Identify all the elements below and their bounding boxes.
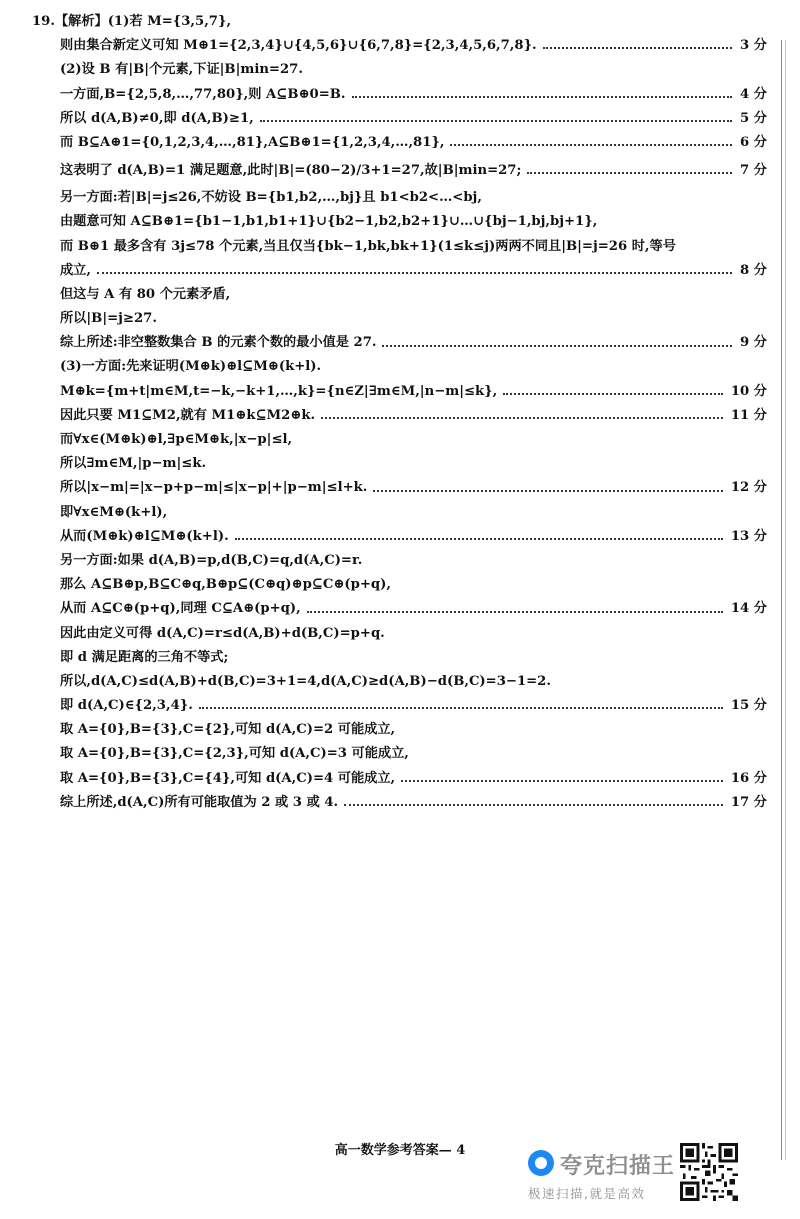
line-text: 取 A={0},B={3},C={2},可知 d(A,C)=2 可能成立,: [60, 722, 396, 738]
line-text: 所以,d(A,C)≤d(A,B)+d(B,C)=3+1=4,d(A,C)≥d(A,B)−d(B,C)=3−1=2.: [60, 673, 551, 689]
score-mark: 6 分: [740, 134, 767, 150]
score-mark: 15 分: [730, 698, 767, 714]
line-text: 从而(M⊕k)⊕l⊆M⊕(k+l).: [60, 528, 229, 544]
line-text: 这表明了 d(A,B)=1 满足题意,此时|B|=(80−2)/3+1=27,故|B|min=27;: [60, 163, 522, 179]
leader-dots: [543, 47, 732, 49]
solution-line: [32, 718, 767, 742]
solution-line: [32, 573, 767, 597]
line-text: 所以|B|=j≥27.: [60, 311, 157, 327]
line-text: 所以 d(A,B)≠0,即 d(A,B)≥1,: [60, 110, 254, 126]
line-text: 另一方面:若|B|=j≤26,不妨设 B={b1,b2,…,bj}且 b1<b2<…<bj,: [60, 190, 482, 206]
leader-dots: [199, 707, 723, 709]
line-text: 19.【解析】(1)若 M={3,5,7},: [32, 14, 232, 29]
line-text: 而 B⊕1 最多含有 3j≤78 个元素,当且仅当{bk−1,bk,bk+1}(1≤k≤j)两两不同且|B|=j=26 时,等号: [60, 238, 676, 254]
score-mark: 9 分: [740, 335, 767, 351]
solution-line: [32, 380, 767, 404]
solution-line: [32, 404, 767, 428]
solution-line: [32, 791, 767, 815]
solution-line: [32, 10, 767, 34]
line-text: 所以|x−m|=|x−p+p−m|≤|x−p|+|p−m|≤l+k.: [60, 480, 368, 496]
leader-dots: [307, 611, 723, 613]
leader-dots: [321, 417, 723, 419]
solution-line: [32, 210, 767, 234]
leader-dots: [401, 780, 723, 782]
leader-dots: [260, 120, 732, 122]
line-text: M⊕k={m+t|m∈M,t=−k,−k+1,…,k}={n∈Z|∃m∈M,|n−m|≤k},: [60, 383, 498, 399]
solution-line: [32, 742, 767, 766]
solution-line: [32, 355, 767, 379]
solution-line: [32, 525, 767, 549]
solution-line: [32, 767, 767, 791]
score-mark: 5 分: [740, 110, 767, 126]
line-text: 因此由定义可得 d(A,C)=r≤d(A,B)+d(B,C)=p+q.: [60, 625, 385, 641]
leader-dots: [382, 345, 732, 347]
line-text: 另一方面:如果 d(A,B)=p,d(B,C)=q,d(A,C)=r.: [60, 552, 363, 568]
leader-dots: [352, 96, 732, 98]
line-text: 成立,: [60, 262, 91, 278]
solution-line: [32, 58, 767, 82]
solution-line: [32, 694, 767, 718]
line-text: 一方面,B={2,5,8,…,77,80},则 A⊆B⊕0=B.: [60, 86, 346, 102]
score-mark: 4 分: [740, 86, 767, 102]
leader-dots: [235, 538, 723, 540]
solution-line: [32, 155, 767, 186]
qr-code-icon: [680, 1143, 738, 1201]
line-text: 从而 A⊆C⊕(p+q),同理 C⊆A⊕(p+q),: [60, 601, 301, 617]
solution-line: [32, 83, 767, 107]
leader-dots: [97, 272, 732, 274]
solution-line: [32, 501, 767, 525]
solution-line: [32, 283, 767, 307]
brand-name: 夸克扫描王: [560, 1154, 676, 1179]
leader-dots: [450, 144, 732, 146]
solution-line: [32, 107, 767, 131]
solution-line: [32, 670, 767, 694]
solution-line: [32, 452, 767, 476]
line-text: 但这与 A 有 80 个元素矛盾,: [60, 286, 231, 302]
solution-line: [32, 259, 767, 283]
line-text: 则由集合新定义可知 M⊕1={2,3,4}∪{4,5,6}∪{6,7,8}={2,3,4,5,6,7,8}.: [60, 38, 537, 54]
line-text: 所以∃m∈M,|p−m|≤k.: [60, 456, 207, 472]
brand-tagline: 极速扫描,就是高效: [528, 1186, 646, 1201]
line-text: 即 d 满足距离的三角不等式;: [60, 649, 229, 665]
score-mark: 12 分: [730, 480, 767, 496]
score-mark: 7 分: [740, 163, 767, 179]
solution-line: [32, 646, 767, 670]
answer-document: [32, 10, 767, 815]
score-mark: 8 分: [740, 262, 767, 278]
score-mark: 3 分: [740, 38, 767, 54]
solution-line: [32, 331, 767, 355]
scan-page-edge: [781, 40, 786, 1160]
score-mark: 17 分: [730, 794, 767, 810]
page-footer: 高一数学参考答案— 4: [334, 1143, 466, 1158]
score-mark: 16 分: [730, 770, 767, 786]
line-text: 综上所述,d(A,C)所有可能取值为 2 或 3 或 4.: [60, 794, 339, 810]
line-text: (3)一方面:先来证明(M⊕k)⊕l⊆M⊕(k+l).: [60, 359, 322, 375]
quark-logo-icon: [528, 1150, 554, 1176]
line-text: 综上所述:非空整数集合 B 的元素个数的最小值是 27.: [60, 335, 377, 351]
solution-line: [32, 131, 767, 155]
solution-line: [32, 428, 767, 452]
score-mark: 11 分: [730, 407, 767, 423]
line-text: 而∀x∈(M⊕k)⊕l,∃p∈M⊕k,|x−p|≤l,: [60, 432, 293, 447]
score-mark: 13 分: [730, 528, 767, 544]
leader-dots: [527, 172, 732, 174]
line-text: 因此只要 M1⊆M2,就有 M1⊕k⊆M2⊕k.: [60, 407, 316, 423]
leader-dots: [344, 804, 723, 806]
line-text: 而 B⊆A⊕1={0,1,2,3,4,…,81},A⊆B⊕1={1,2,3,4,…,81},: [60, 134, 445, 150]
leader-dots: [503, 393, 723, 395]
line-text: 即 d(A,C)∈{2,3,4}.: [60, 698, 193, 714]
score-mark: 14 分: [730, 601, 767, 617]
solution-line: [32, 186, 767, 210]
leader-dots: [373, 490, 723, 492]
line-text: 即∀x∈M⊕(k+l),: [60, 504, 168, 520]
solution-line: [32, 235, 767, 259]
line-text: 由题意可知 A⊆B⊕1={b1−1,b1,b1+1}∪{b2−1,b2,b2+1}∪…∪{bj−1,bj,bj+1},: [60, 214, 598, 230]
line-text: 取 A={0},B={3},C={2,3},可知 d(A,C)=3 可能成立,: [60, 746, 409, 762]
solution-line: [32, 597, 767, 621]
solution-line: [32, 34, 767, 58]
solution-line: [32, 549, 767, 573]
scanner-watermark: [528, 1144, 678, 1204]
line-text: 取 A={0},B={3},C={4},可知 d(A,C)=4 可能成立,: [60, 770, 396, 786]
solution-line: [32, 307, 767, 331]
line-text: (2)设 B 有|B|个元素,下证|B|min=27.: [60, 62, 303, 78]
score-mark: 10 分: [730, 383, 767, 399]
line-text: 那么 A⊆B⊕p,B⊆C⊕q,B⊕p⊆(C⊕q)⊕p⊆C⊕(p+q),: [60, 577, 391, 593]
solution-line: [32, 476, 767, 500]
solution-line: [32, 622, 767, 646]
